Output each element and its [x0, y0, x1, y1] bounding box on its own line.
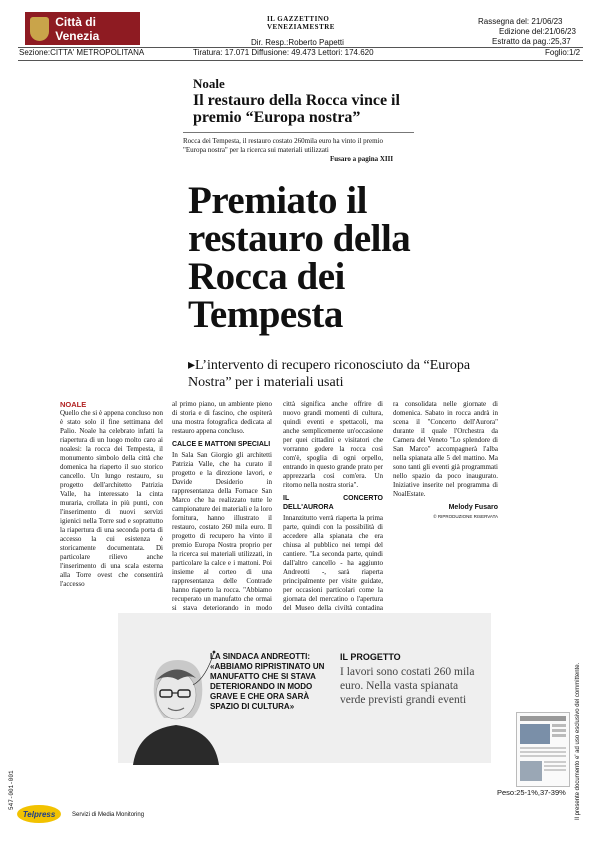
section-heading: IL CONCERTO DELL'AURORA — [283, 495, 383, 511]
teaser-page-ref: Fusaro a pagina XIII — [330, 155, 394, 163]
rassegna-date: Rassegna del: 21/06/23 — [478, 17, 563, 26]
telpress-logo: Telpress — [17, 805, 61, 823]
author-signature: Melody Fusaro — [448, 504, 498, 511]
teaser-text: Rocca dei Tempesta, il restauro costato 260mila euro ha vinto il premio "Europa nostra" per la ricerca sui materiali utilizzati — [183, 137, 383, 154]
header-rule — [18, 47, 583, 48]
article-column-1 — [60, 400, 163, 589]
article-column-3 — [283, 400, 383, 640]
column-text: al primo piano, un ambiente pieno di storia e di fascino, che ospiterà una mostra fotografica dedicata al restauro appena concluso. — [172, 400, 272, 435]
newspaper-name-bottom: VENEZIAMESTRE — [267, 23, 335, 31]
column-text: città significa anche offrire di nuovo grandi momenti di cultura, quindi eventi e spettacoli, ma anche semplicemente un'occasione per quei cittadini e visitatori che vorranno godere la rocca così com'è, spoglia di ogni orpello, entrando in questo grande prato per apprezzarla così com'era. Un ritorno nella nostra storia". — [283, 400, 383, 489]
logo-text: Città di Venezia — [55, 14, 100, 43]
project-title: IL PROGETTO — [340, 652, 401, 662]
city-logo — [25, 12, 140, 45]
thumbnail-graphic — [517, 713, 569, 786]
headline: Premiato il restauro della Rocca dei Tempesta — [188, 179, 411, 336]
article-column-4 — [393, 400, 498, 521]
section-label: Sezione:CITTA' METROPOLITANA — [19, 48, 145, 57]
mayor-quote: LA SINDACA ANDREOTTI: «ABBIAMO RIPRISTINATO UN MANUFATTO CHE SI STAVA DETERIORANDO IN MODO GRAVE E CHE ORA SARÀ SPAZIO DI CULTURA» — [210, 652, 325, 711]
copyright-note: © RIPRODUZIONE RISERVATA — [433, 514, 498, 519]
usage-notice: Il presente documento e' ad uso esclusivo del committente. — [575, 662, 581, 820]
article-column-2 — [172, 400, 272, 640]
column-text: In Sala San Giorgio gli architetti Patrizia Valle, che ha curato il progetto e la direzione lavori, e Davide Desiderio in rappresentanza della Fornace San Marco che ha realizzato tutte le campionature dei materiali e la loro fornitura, hanno illustrato il restauro, costato 260 mila euro. Il progetto di recupero ha vinto il premio Europa Nostra proprio per la ricerca sui materiali utilizzati, in particolare la calce e i mattoni. Poi insieme al corteo di una rappresentanza delle Contrade hanno riaperto la rocca. "Abbiamo recuperato un manufatto che ormai si stava deteriorando in modo — [172, 451, 272, 612]
city-seal-icon — [30, 17, 49, 41]
teaser-title: Il restauro della Rocca vince il premio “Europa nostra” — [193, 92, 400, 126]
header-rule-bottom — [18, 60, 583, 61]
document-code: 547-001-001 — [8, 770, 15, 810]
subheadline: ▸L’intervento di recupero riconosciuto da “Europa Nostra” per i materiali usati — [188, 358, 471, 390]
teaser-tag: Noale — [193, 76, 225, 91]
circulation: Tiratura: 17.071 Diffusione: 49.473 Lettori: 174.620 — [193, 48, 374, 57]
service-label: Servizi di Media Monitoring — [72, 812, 145, 818]
page-thumbnail — [516, 712, 570, 787]
clipping-weight: Peso:25-1%,37-39% — [497, 788, 566, 797]
teaser-divider — [183, 132, 414, 133]
newspaper-name-top: IL GAZZETTINO — [267, 15, 330, 23]
column-text: Innanzitutto verrà riaperta la prima parte, quindi con la possibilità di accedere alla spianata che era chiusa al pubblico nei tempi del cantiere. "La seconda parte, quindi dall'altro cancello - ha aggiunto Andreotti -, sarà riaperta principalmente per visite guidate, per occasioni particolari come la giornata del mercatino o l'apertura del Museo della civiltà contadina — [283, 514, 383, 612]
article-kicker: NOALE — [60, 400, 87, 409]
director: Dir. Resp.:Roberto Papetti — [251, 38, 344, 47]
sheet-number: Foglio:1/2 — [545, 48, 581, 57]
project-text: I lavori sono costati 260 mila euro. Nella vasta spianata verde previsti grandi eventi — [340, 666, 475, 706]
section-heading: CALCE E MATTONI SPECIALI — [172, 441, 271, 448]
column-text: Quello che si è appena concluso non è stato solo il fine settimana del Palio. Noale ha celebrato infatti la riapertura di un luogo molto caro ai noalesi: la rocca dei Tempesta, il monumento simbolo della città che domenica ha riaperto il suo storico cancello. Un lungo restauro, su progetto dell'architetto Patrizia Valle, ha interessato la cinta muraria, crollata in più punti, con l'inserimento di nuovi servizi igienici nella Torre sud e soprattutto la riapertura di una seconda porta di accesso la cui esistenza è storicamente documentata. Di particolare rilievo anche l'inserimento di una scala esterna alla Torre ovest che consentirà l'accesso — [60, 409, 163, 588]
page-extract: Estratto da pag.:25,37 — [492, 37, 571, 46]
edizione-date: Edizione del:21/06/23 — [499, 27, 576, 36]
column-text: ra consolidata nelle giornate di domenica. Sabato in rocca andrà in scena il "Concerto dell'Aurora" durante il quale l'Orchestra da Camera del Veneto "Lo splendore di San Marco" accompagnerà l'alba nella spianata alle 5 del mattino. Ma sono tanti gli eventi già programmati nello spazio da poco inaugurato. Iniziative inserite nel programma di NoalEstate. — [393, 400, 498, 498]
